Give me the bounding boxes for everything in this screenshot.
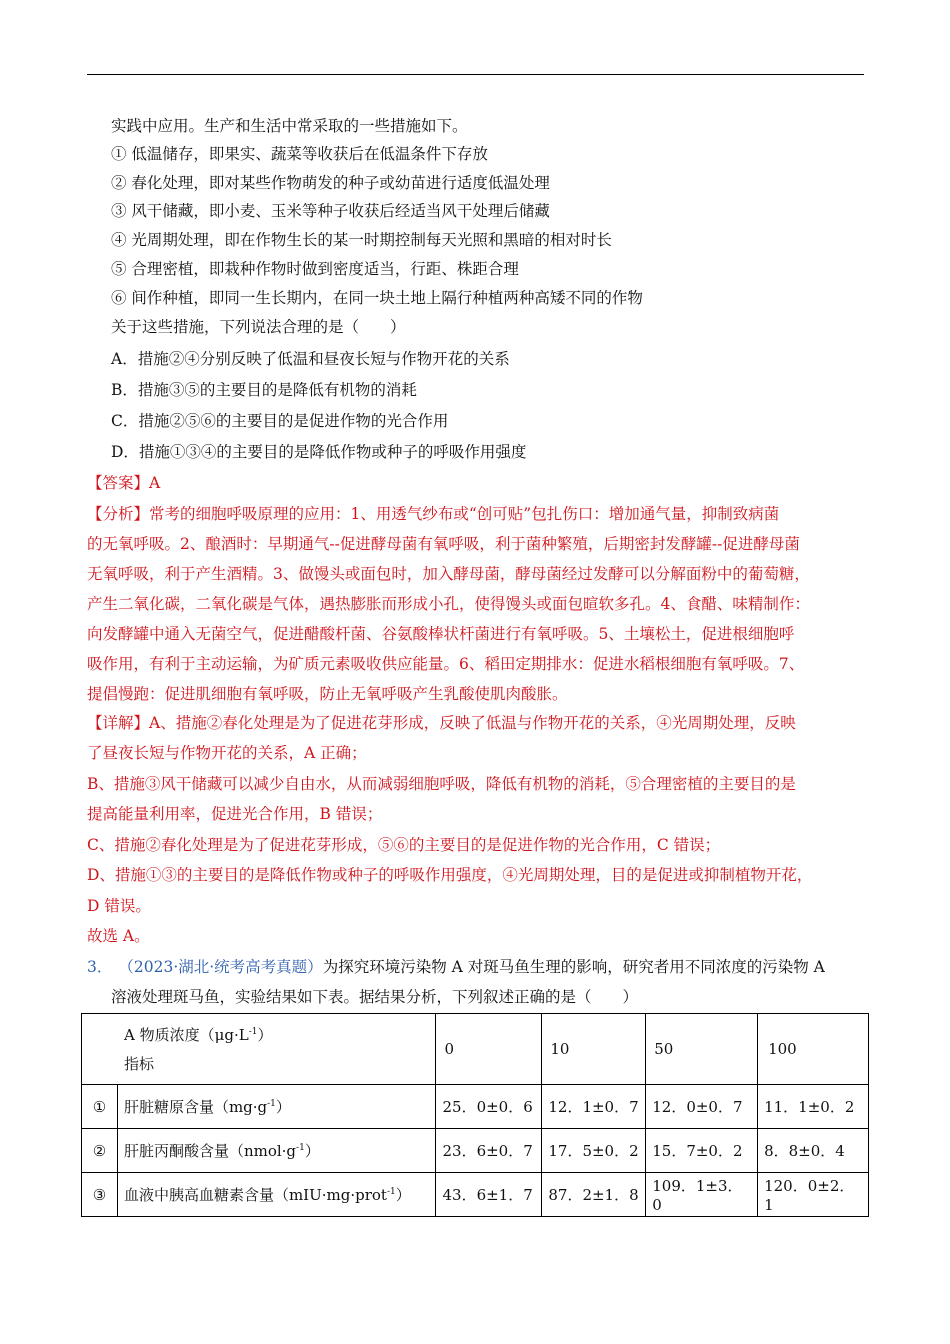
table-cell: 15．7±0．2 (646, 1129, 758, 1173)
question-number: 3． (87, 958, 113, 976)
question-3-line-1 (87, 956, 825, 978)
measure-item-2: ② 春化处理，即对某些作物萌发的种子或幼苗进行适度低温处理 (111, 174, 550, 192)
table-cell: 109．1±3．0 (646, 1173, 758, 1217)
row-number: ③ (82, 1173, 118, 1217)
option-b: B．措施③⑤的主要目的是降低有机物的消耗 (111, 381, 417, 399)
table-header-row (82, 1014, 869, 1085)
table-cell: 17．5±0．2 (542, 1129, 646, 1173)
detail-line: C、措施②春化处理是为了促进花芽形成，⑤⑥的主要目的是促进作物的光合作用，C 错误； (87, 836, 721, 854)
table-header-label (82, 1014, 436, 1085)
row-label: 肝脏糖原含量$(mg\cdot g^{-1})$ (117, 1085, 436, 1129)
table-cell: 120．0±2．1 (758, 1173, 869, 1217)
option-c: C．措施②⑤⑥的主要目的是促进作物的光合作用 (111, 412, 449, 430)
option-d: D．措施①③④的主要目的是降低作物或种子的呼吸作用强度 (111, 443, 527, 461)
table-cell: 11．1±0．2 (758, 1085, 869, 1129)
indicator-header: 指标 (124, 1055, 155, 1073)
table-row (82, 1085, 869, 1129)
table-cell: 43．6±1．7 (436, 1173, 542, 1217)
detail-line: 故选 A。 (87, 927, 150, 945)
table-cell: 12．1±0．7 (542, 1085, 646, 1129)
table-cell: 25．0±0．6 (436, 1085, 542, 1129)
detail-line: D 错误。 (87, 897, 151, 915)
table-row (82, 1173, 869, 1217)
question-text: 为探究环境污染物 A 对斑马鱼生理的影响，研究者用不同浓度的污染物 A (322, 958, 825, 976)
question-stem: 关于这些措施，下列说法合理的是（ ） (111, 318, 406, 336)
measure-item-6: ⑥ 间作种植，即同一生长期内，在同一块土地上隔行种植两种高矮不同的作物 (111, 289, 643, 307)
row-label: 肝脏丙酮酸含量$(nmol\cdot g^{-1})$ (117, 1129, 436, 1173)
concentration-cell: 0 (436, 1014, 542, 1085)
intro-line: 实践中应用。生产和生活中常采取的一些措施如下。 (111, 117, 468, 135)
table-row (82, 1129, 869, 1173)
analysis-line: 的无氧呼吸。2、酿酒时：早期通气--促进酵母菌有氧呼吸，利于菌种繁殖，后期密封发酵罐--促进酵母菌 (87, 535, 800, 553)
analysis-line: 【分析】常考的细胞呼吸原理的应用：1、用透气纱布或“创可贴”包扎伤口：增加通气量，抑制致病菌 (87, 505, 780, 523)
row-number: ② (82, 1129, 118, 1173)
concentration-cell: 100 (758, 1014, 869, 1085)
header-rule (87, 74, 864, 75)
results-table (81, 1013, 869, 1217)
measure-item-3: ③ 风干储藏，即小麦、玉米等种子收获后经适当风干处理后储藏 (111, 202, 550, 220)
concentration-cell: 50 (646, 1014, 758, 1085)
detail-line: 了昼夜长短与作物开花的关系，A 正确； (87, 744, 367, 762)
detail-line: 提高能量利用率，促进光合作用，B 错误； (87, 805, 383, 823)
question-3-line-2: 溶液处理斑马鱼，实验结果如下表。据结果分析，下列叙述正确的是（ ） (111, 988, 639, 1006)
answer-label: 【答案】A (87, 474, 161, 492)
table-cell: 87．2±1．8 (542, 1173, 646, 1217)
analysis-line: 产生二氧化碳，二氧化碳是气体，遇热膨胀而形成小孔，使得馒头或面包暄软多孔。4、食醋、味精制作： (87, 595, 810, 613)
analysis-line: 向发酵罐中通入无菌空气，促进醋酸杆菌、谷氨酸棒状杆菌进行有氧呼吸。5、土壤松土，促进根细胞呼 (87, 625, 795, 643)
measure-item-4: ④ 光周期处理，即在作物生长的某一时期控制每天光照和黑暗的相对时长 (111, 231, 612, 249)
detail-line: B、措施③风干储藏可以减少自由水，从而减弱细胞呼吸，降低有机物的消耗，⑤合理密植的主要目的是 (87, 775, 796, 793)
row-number: ① (82, 1085, 118, 1129)
question-source: （2023·湖北·统考高考真题） (118, 958, 323, 976)
option-a: A．措施②④分别反映了低温和昼夜长短与作物开花的关系 (111, 350, 510, 368)
detail-line: D、措施①③的主要目的是降低作物或种子的呼吸作用强度，④光周期处理，目的是促进或抑制植物开花， (87, 866, 813, 884)
measure-item-1: ① 低温储存，即果实、蔬菜等收获后在低温条件下存放 (111, 145, 488, 163)
table-cell: 23．6±0．7 (436, 1129, 542, 1173)
row-label: 血液中胰高血糖素含量（mIU·mg·prot$^{-1}$） (117, 1173, 436, 1217)
detail-line: 【详解】A、措施②春化处理是为了促进花芽形成，反映了低温与作物开花的关系，④光周期处理，反映 (87, 714, 796, 732)
table-cell: 12．0±0．7 (646, 1085, 758, 1129)
table-cell: 8．8±0．4 (758, 1129, 869, 1173)
analysis-line: 提倡慢跑：促进肌细胞有氧呼吸，防止无氧呼吸产生乳酸使肌肉酸胀。 (87, 685, 568, 703)
concentration-cell: 10 (542, 1014, 646, 1085)
concentration-header: A 物质浓度$(\mu g\cdot L^{-1})$ (124, 1026, 273, 1044)
analysis-line: 吸作用，有利于主动运输，为矿质元素吸收供应能量。6、稻田定期排水：促进水稻根细胞有氧呼吸。7、 (87, 655, 805, 673)
analysis-line: 无氧呼吸，利于产生酒精。3、做馒头或面包时，加入酵母菌，酵母菌经过发酵可以分解面粉中的葡萄糖， (87, 565, 810, 583)
measure-item-5: ⑤ 合理密植，即栽种作物时做到密度适当，行距、株距合理 (111, 260, 519, 278)
